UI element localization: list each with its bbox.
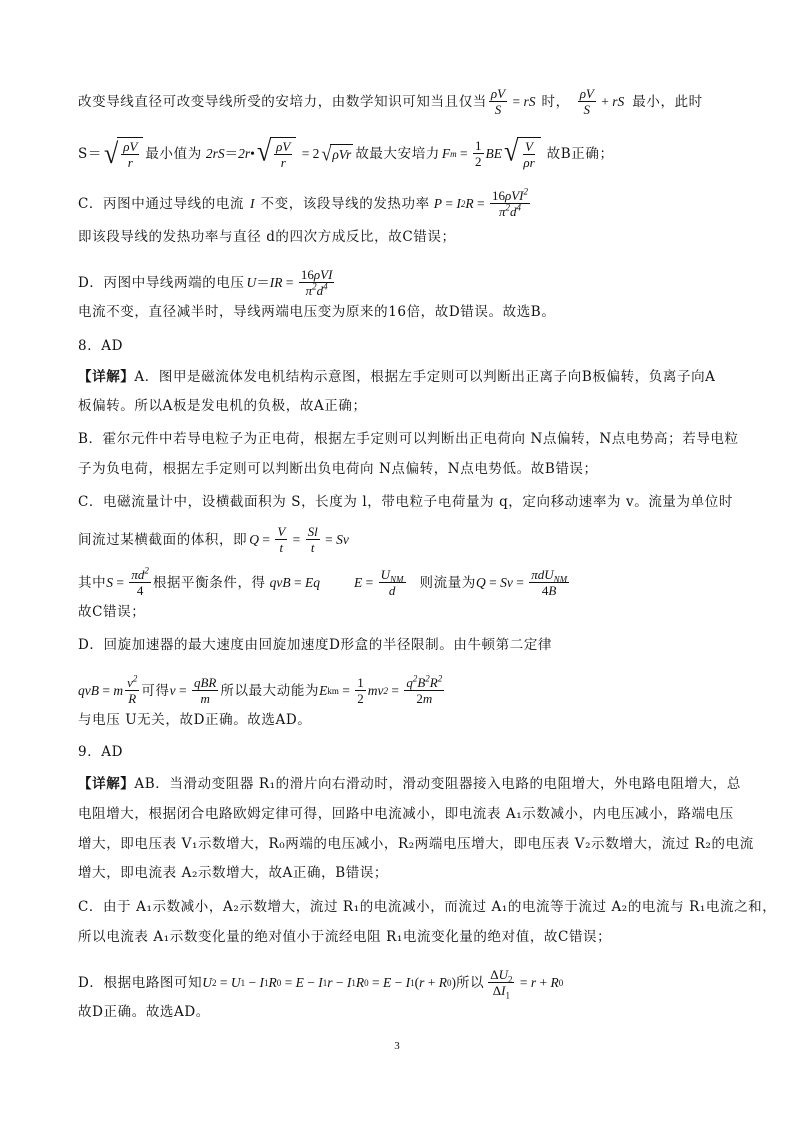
text: 间流过某横截面的体积，即	[78, 531, 248, 548]
text-line-1	[78, 86, 724, 117]
formula: E km = $\frac{1}{2}$ mv 2 = $\frac{q^2B^2R^2}{2m}$	[319, 673, 443, 706]
text-line-23: 增大，即电流表 A₂示数增大，故A正确，B错误；	[78, 865, 389, 881]
formula: P = I 2 R = $\frac{16\rho VI^2}{\pi^2d^4}$	[433, 186, 528, 219]
text: 其中	[78, 574, 107, 591]
text: 则流量为	[419, 574, 476, 591]
text-line-27: 故D正确。故选AD。	[78, 1004, 210, 1020]
text-line-18: 与电压 U无关，故D正确。故选AD。	[78, 712, 312, 728]
text-line-13	[78, 524, 724, 555]
formula: $\frac{\Delta U_2}{\Delta I_1}$ = r + R 0	[490, 967, 564, 1001]
text-line-24: C．由于 A₁示数减小，A₂示数增大，流过 R₁的电流减小，而流过 A₁的电流等于流过 A₂的电流与 R₁电流之和，	[78, 899, 777, 915]
formula: U 2 = U 1 − I 1 R 0 = E − I 1 r − I 1 R 0 = E − I 1 ( r + R 0 )	[202, 974, 457, 990]
formula: qvB = Eq	[269, 574, 321, 590]
formula: qvB = m $\frac{v^2}{R}$	[78, 673, 138, 706]
formula: 2rS ＝ 2r • √ $\frac{\rho V}{r}$ = 2 √ ρVr	[205, 135, 352, 170]
text-line-25: 所以电流表 A₁示数变化量的绝对值小于流经电阻 R₁电流变化量的绝对值，故C错误；	[78, 929, 612, 945]
formula: E = $\frac{U_{NM}}{d}$	[354, 567, 404, 598]
text: 可得	[141, 682, 170, 699]
formula: Q = $\frac{V}{t}$ = $\frac{Sl}{t}$ = Sv	[249, 524, 349, 555]
formula: $\frac{\rho V}{S}$ + rS	[579, 86, 625, 117]
text: 最小，此时	[632, 93, 703, 110]
text-line-11: 子为负电荷，根据左手定则可以判断出负电荷向 N点偏转，N点电势低。故B错误；	[78, 461, 598, 477]
text: A．图甲是磁流体发电机结构示意图，根据左手定则可以判断出正离子向B板偏转，负离子向A	[134, 369, 716, 385]
text-line-3	[78, 188, 724, 219]
formula: Q = Sv = $\frac{\pi dU_{NM}}{4B}$	[475, 567, 568, 598]
text: 所以最大动能为	[220, 682, 320, 699]
text-line-17	[78, 675, 724, 706]
formula: F m = $\frac{1}{2}$ BE √ $\frac{V}{\rho r}$	[442, 137, 543, 170]
text: 时，	[541, 93, 570, 110]
text: AB．当滑动变阻器 R₁的滑片向右滑动时，滑动变阻器接入电路的电阻增大，外电路电阻增大，总	[134, 776, 741, 792]
text-line-5	[78, 267, 724, 298]
text-line-6: 电流不变，直径减半时，导线两端电压变为原来的16倍，故D错误。故选B。	[78, 304, 556, 320]
formula: U ＝ IR = $\frac{\text{16ρVI}}{\pi^2d^4}$	[246, 267, 333, 298]
formula: $\frac{\rho V}{S}$ = rS	[490, 86, 536, 117]
explanation-label: 【详解】	[78, 369, 135, 385]
text-line-9: 板偏转。所以A板是发电机的负极，故A正确；	[78, 398, 367, 414]
text: C．丙图中通过导线的电流	[78, 195, 245, 212]
formula: √ $\frac{\rho V}{r}$	[104, 137, 143, 170]
text-line-12: C．电磁流量计中，设横截面积为 S，长度为 l，带电粒子电荷量为 q，定向移动速率为 v。流量为单位时	[78, 494, 733, 510]
text-line-20	[78, 775, 741, 793]
text-line-2	[78, 137, 724, 170]
text: 改变导线直径可改变导线所受的安培力，由数学知识可知当且仅当	[78, 93, 487, 110]
text: 根据平衡条件，得	[152, 574, 266, 591]
explanation-label: 【详解】	[78, 776, 135, 792]
text-line-4: 即该段导线的发热功率与直径 d的四次方成反比，故C错误；	[78, 229, 456, 245]
text-line-22: 增大，即电压表 V₁示数增大，R₀两端的电压减小，R₂两端电压增大，即电压表 V₂示数增大，流过 R₂的电流	[78, 836, 754, 852]
text-line-26	[78, 967, 724, 1001]
formula: I	[250, 195, 255, 211]
text: D．根据电路图可知	[78, 974, 203, 991]
text: 所以	[456, 974, 485, 991]
text-line-21: 电阻增大，根据闭合电路欧姆定律可得，回路中电流减小，即电流表 A₁示数减小，内电压减小，路端电压	[78, 806, 734, 822]
text: D．丙图中导线两端的电压	[78, 274, 245, 291]
text: 故最大安培力	[355, 145, 440, 162]
text: 故B正确；	[546, 145, 614, 162]
text-line-16: D．回旋加速器的最大速度由回旋加速度D形盒的半径限制。由牛顿第二定律	[78, 637, 553, 653]
text-line-14	[78, 567, 724, 598]
answer-8: 8．AD	[78, 338, 124, 354]
text-line-10: B．霍尔元件中若导电粒子为正电荷，根据左手定则可以判断出正电荷向 N点偏转，N点电势高；若导电粒	[78, 431, 739, 447]
text-line-15: 故C错误；	[78, 604, 146, 620]
formula: S = $\frac{\pi d^2}{4}$	[106, 565, 149, 598]
formula: v = $\frac{\text{qBR}}{m}$	[169, 675, 217, 706]
page-number: 3	[394, 1040, 400, 1052]
answer-9: 9．AD	[78, 744, 124, 760]
text: S＝	[78, 145, 102, 162]
text: 不变，该段导线的发热功率	[260, 195, 430, 212]
text-line-8	[78, 368, 724, 386]
text: 最小值为	[145, 145, 202, 162]
